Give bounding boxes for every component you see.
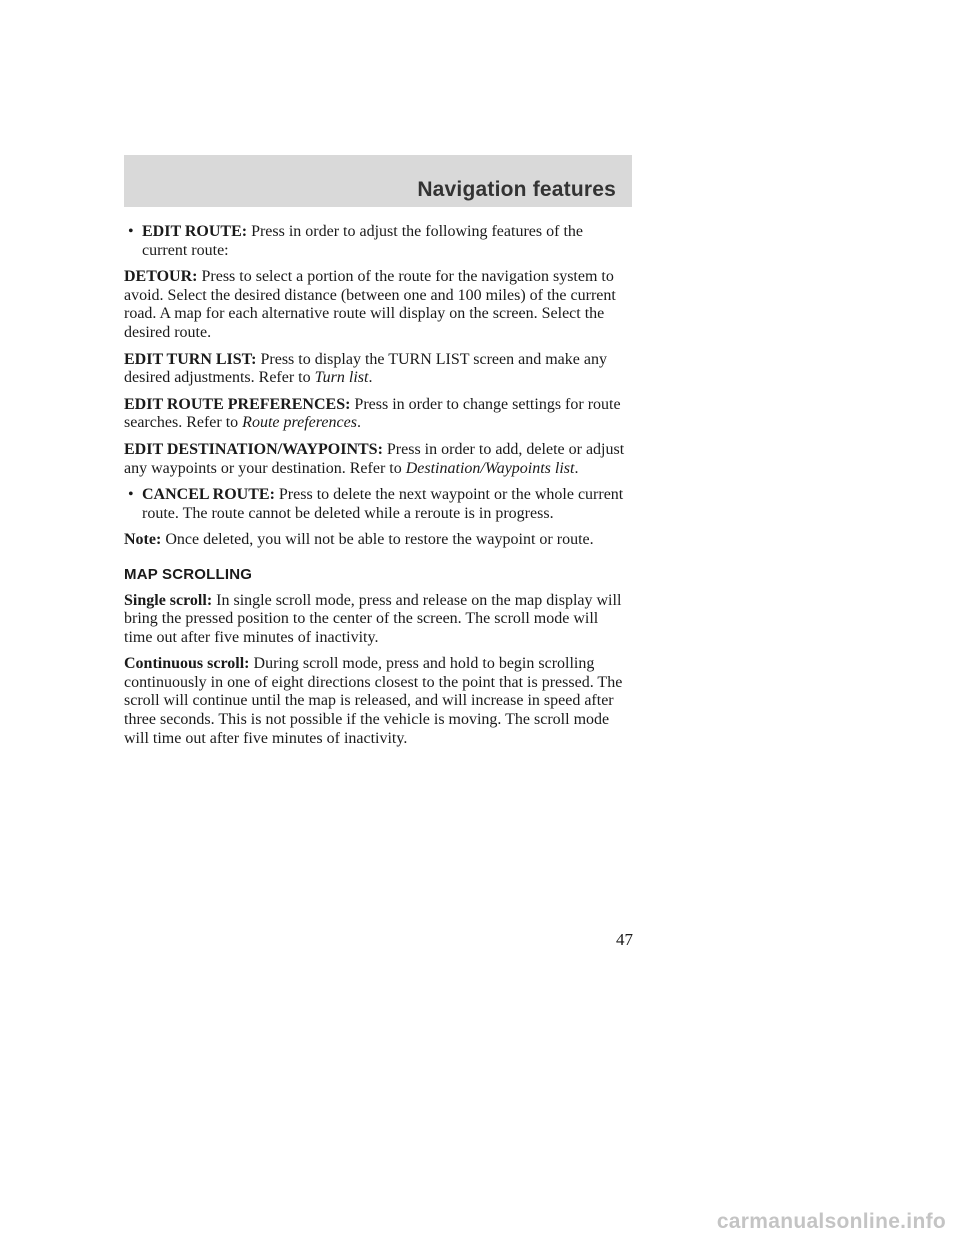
section-header-band	[124, 155, 632, 207]
note-label: Note:	[124, 531, 162, 549]
detour-paragraph	[124, 268, 629, 342]
edit-turn-list-paragraph	[124, 351, 629, 388]
edit-destination-paragraph	[124, 441, 629, 478]
bullet-dot: •	[128, 223, 134, 240]
watermark: carmanualsonline.info	[716, 1210, 946, 1233]
term-description: In single scroll mode, press and release on the map display will bring the pressed position to the center of the screen. The scroll mode will time out after five minutes of inactivity.	[124, 591, 622, 646]
term-end: .	[356, 414, 361, 432]
continuous-scroll-paragraph	[124, 655, 629, 748]
section-title: Navigation features	[417, 178, 616, 201]
term-label: CANCEL ROUTE:	[142, 486, 275, 504]
term-description: During scroll mode, press and hold to begin scrolling continuously in one of eight directions closest to the point that is pressed. The scroll will continue until the map is released, and will increase in speed after three seconds. This is not possible if the vehicle is moving. The scroll mode will time out after five minutes of inactivity.	[124, 655, 623, 747]
cross-reference: Turn list	[314, 369, 369, 387]
cross-reference: Route preferences	[242, 414, 357, 432]
term-label: Single scroll:	[124, 591, 213, 609]
single-scroll-paragraph	[124, 592, 629, 648]
term-description: Press in order to change settings for route searches. Refer to	[124, 395, 621, 432]
term-label: EDIT ROUTE:	[142, 223, 248, 240]
cross-reference: Destination/Waypoints list	[405, 459, 575, 477]
bullet-edit-route	[124, 223, 629, 260]
note-text: Once deleted, you will not be able to restore the waypoint or route.	[165, 531, 594, 549]
section-heading: MAP SCROLLING	[124, 565, 253, 583]
term-description: Press to display the TURN LIST screen and make any desired adjustments. Refer to	[124, 350, 607, 387]
term-label: DETOUR:	[124, 268, 198, 286]
edit-route-preferences-paragraph	[124, 396, 629, 433]
term-label: EDIT TURN LIST:	[124, 350, 257, 368]
term-description: Press in order to adjust the following features of the current route:	[142, 223, 583, 259]
term-description: Press to delete the next waypoint or the whole current route. The route cannot be deleted while a reroute is in progress.	[142, 486, 624, 522]
term-end: .	[574, 459, 579, 477]
page-content	[124, 223, 629, 756]
term-label: Continuous scroll:	[124, 655, 250, 673]
term-description: Press to select a portion of the route for the navigation system to avoid. Select the desired distance (between one and 100 miles) of the current road. A map for each alternative route will display on the screen. Select the desired route.	[124, 268, 616, 341]
term-label: EDIT DESTINATION/WAYPOINTS:	[124, 440, 383, 458]
term-label: EDIT ROUTE PREFERENCES:	[124, 395, 351, 413]
term-description: Press in order to add, delete or adjust any waypoints or your destination. Refer to	[124, 440, 625, 477]
note-paragraph	[124, 531, 629, 550]
bullet-dot: •	[128, 486, 134, 504]
term-end: .	[368, 369, 373, 387]
page-number: 47	[616, 930, 633, 949]
bullet-cancel-route	[124, 486, 629, 523]
